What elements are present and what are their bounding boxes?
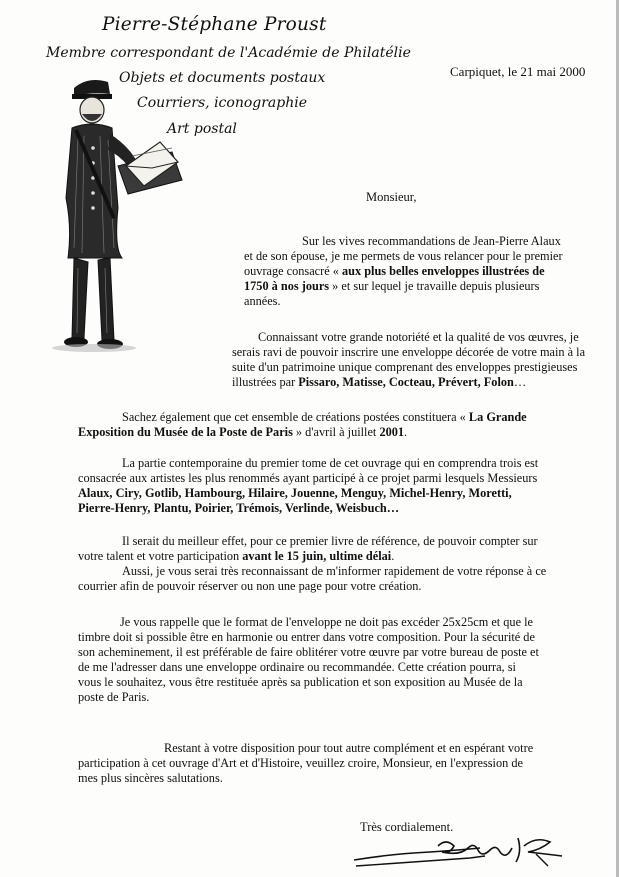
p7-line-3: mes plus sincères salutations.: [78, 771, 223, 785]
p3-line-2: Exposition du Musée de la Poste de Paris » d'avril à juillet 2001.: [78, 425, 408, 439]
p6-line-1: Je vous rappelle que le format de l'enveloppe ne doit pas excéder 25x25cm et que le: [120, 615, 533, 629]
p1-line-1: Sur les vives recommandations de Jean-Pierre Alaux: [302, 234, 561, 248]
paragraph-2: [232, 330, 585, 390]
p4-line-1: La partie contemporaine du premier tome de cet ouvrage qui en comprendra trois est: [122, 456, 539, 470]
p5-line-2: votre talent et votre participation avant le 15 juin, ultime délai.: [78, 549, 395, 563]
letterhead-line-4: Art postal: [167, 121, 237, 137]
p1-line-3: ouvrage consacré « aux plus belles enveloppes illustrées de: [244, 264, 545, 278]
p7-line-2: participation à cet ouvrage d'Art et d'Histoire, veuillez croire, Monsieur, en l'expression de: [78, 756, 523, 770]
p6-line-5: vous le souhaitez, vous être restituée après sa publication et son exposition au Musée de la: [78, 675, 523, 689]
p4-line-2: consacrée aux artistes les plus renommés ayant participé à ce projet parmi lesquels Messieurs: [78, 471, 538, 485]
p2-line-2: serais ravi de pouvoir inscrire une enveloppe décorée de votre main à la: [232, 345, 586, 359]
p1-line-2: et de son épouse, je me permets de vous relancer pour le premier: [244, 249, 563, 263]
p2-line-3: suite d'un patrimoine unique comprenant des enveloppes prestigieuses: [232, 360, 578, 374]
p5-line-1: Il serait du meilleur effet, pour ce premier livre de référence, de pouvoir compter sur: [122, 534, 538, 548]
p1-line-5: années.: [244, 294, 281, 308]
p6-line-6: poste de Paris.: [78, 690, 150, 704]
letterhead-name: Pierre-Stéphane Proust: [102, 14, 327, 35]
p5-line-3: Aussi, je vous serai très reconnaissant de m'informer rapidement de votre réponse à ce: [122, 564, 547, 578]
closing: Très cordialement.: [360, 820, 454, 834]
p1-line-4: 1750 à nos jours » et sur lequel je travaille depuis plusieurs: [244, 279, 540, 293]
p4-line-4: Pierre-Henry, Plantu, Poirier, Trémois, Verlinde, Weisbuch…: [78, 501, 400, 515]
paragraph-4: [78, 456, 538, 516]
p5-line-4: courrier afin de pouvoir réserver ou non une page pour votre création.: [78, 579, 422, 593]
paragraph-5: [78, 534, 546, 594]
p7-line-1: Restant à votre disposition pour tout autre complément et en espérant votre: [164, 741, 534, 755]
p6-line-2: timbre doit si possible être en harmonie ou entrer dans votre composition. Pour la sécurité de: [78, 630, 535, 644]
letterhead-line-2: Objets et documents postaux: [119, 70, 326, 86]
p2-line-1: Connaissant votre grande notoriété et la qualité de vos œuvres, je: [258, 330, 579, 344]
p4-line-3: Alaux, Ciry, Gotlib, Hambourg, Hilaire, Jouenne, Menguy, Michel-Henry, Moretti,: [78, 486, 512, 500]
p2-line-4: illustrées par Pissaro, Matisse, Cocteau, Prévert, Folon…: [232, 375, 527, 389]
paragraph-6: [78, 615, 539, 705]
p6-line-3: son acheminement, il est préférable de faire oblitérer votre œuvre par votre bureau de poste et: [78, 645, 539, 659]
p6-line-4: de me l'adresser dans une enveloppe ordinaire ou recommandée. Cette création pourra, si: [78, 660, 516, 674]
date-line: Carpiquet, le 21 mai 2000: [450, 64, 586, 79]
paragraph-7: [78, 741, 533, 786]
paragraph-3: [78, 410, 527, 440]
letterhead-line-3: Courriers, iconographie: [137, 95, 308, 111]
paragraph-1: [244, 234, 563, 309]
postman-illustration: [22, 48, 202, 360]
p3-line-1: Sachez également que cet ensemble de créations postées constituera « La Grande: [122, 410, 527, 424]
letterhead-line-1: Membre correspondant de l'Académie de Philatélie: [46, 45, 411, 61]
signature: [350, 832, 580, 872]
salutation: Monsieur,: [366, 190, 417, 204]
